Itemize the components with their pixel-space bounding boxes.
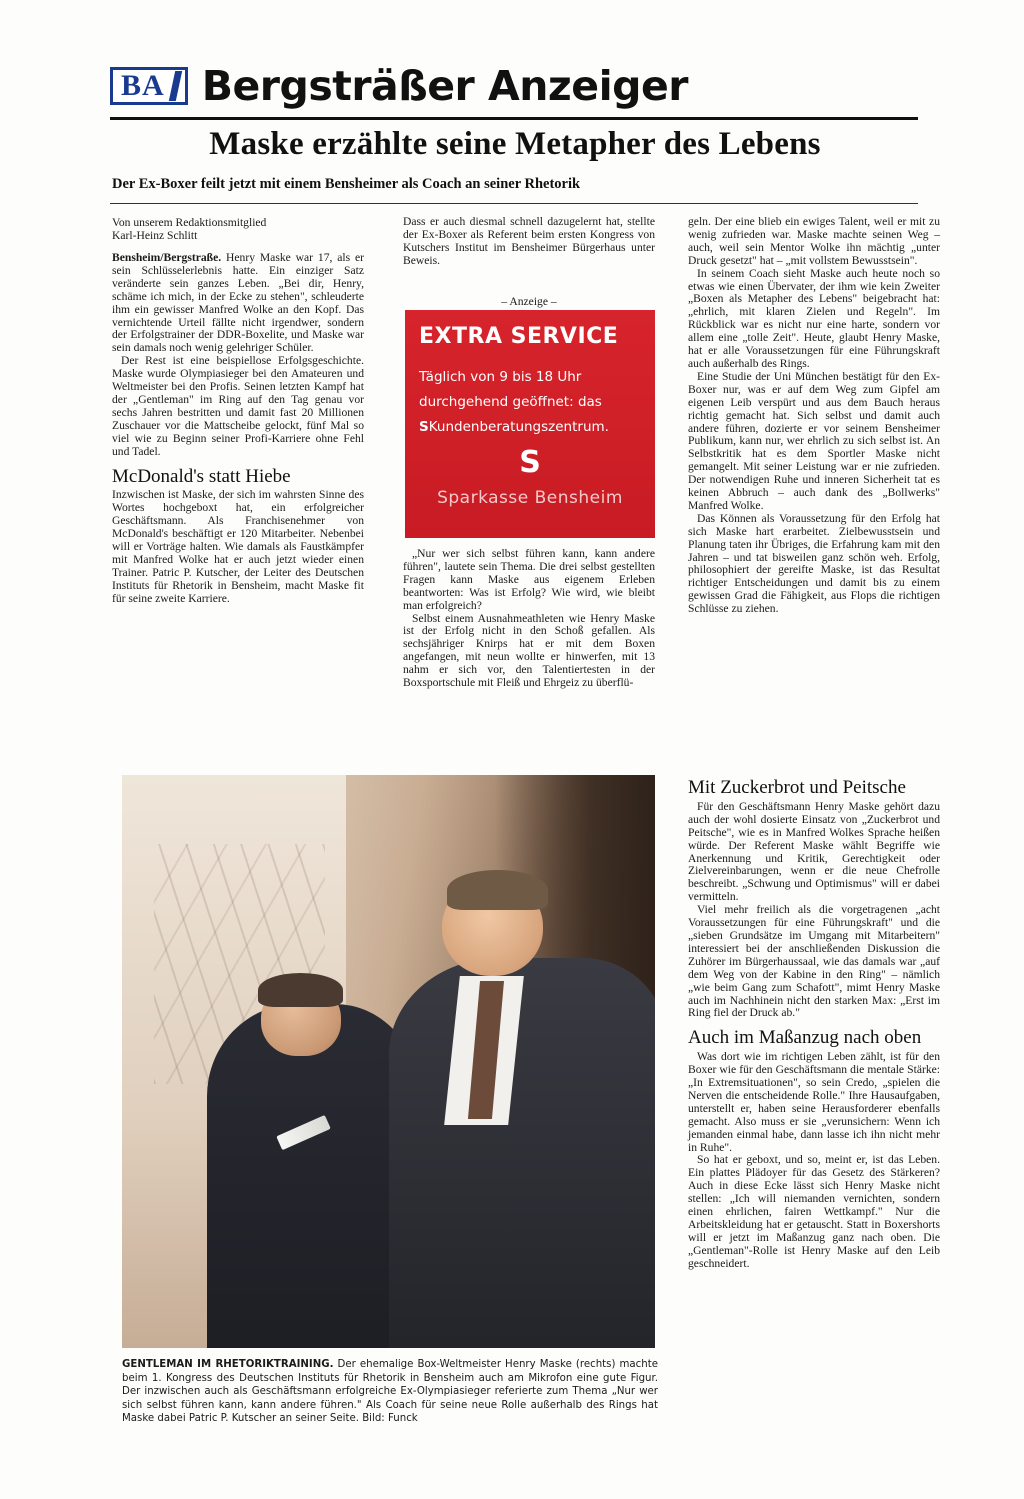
- photo-caption-lead: GENTLEMAN IM RHETORIKTRAINING.: [122, 1359, 334, 1370]
- headline-rule: [110, 203, 918, 204]
- ad-line-1: Täglich von 9 bis 18 Uhr: [419, 369, 582, 385]
- byline: [112, 216, 364, 242]
- paragraph-text: Henry Maske war 17, als er sein Schlüsselerlebnis hatte. Ein einziger Satz veränderte sein ganzes Leben. „Bei dir, Henry, schäme ich mich, in der Ecke zu stehen", schleuderte ihm ein gewisser Manfred Wolke an den Kopf. Das vernichtende Urteil fällte nicht irgendwer, sondern der Erfolgstrainer der DDR-Boxelite, und Maske war sein damals noch wenig gelehriger Schüler.: [112, 251, 364, 355]
- masthead-logo-text: BA: [121, 69, 165, 102]
- article-column-2-lower: [403, 548, 655, 690]
- photo-caption-text: Der ehemalige Box-Weltmeister Henry Maske (rechts) machte beim 1. Kongress des Deutschen Instituts für Rhetorik in Bensheim auch am Mikrofon eine gute Figur. Der inzwischen auch als Geschäftsmann erfolgreiche Ex-Olympiasieger referierte zum Thema „Nur wer sich selbst führen kann, kann andere führen." Als Coach für seine neue Rolle außerhalb des Rings hat Maske dabei Patric P. Kutscher an seiner Seite. Bild: Funck: [122, 1359, 658, 1425]
- section-heading-zuckerbrot: Mit Zuckerbrot und Peitsche: [688, 777, 906, 798]
- masthead-logo-bar: [168, 71, 181, 101]
- photo-person-right-hair: [447, 870, 548, 910]
- ad-s-glyph: S: [419, 419, 429, 435]
- paragraph: Das Können als Voraussetzung für den Erfolg hat sich Maske hart erarbeitet. Zielbewusstsein und Planung taten ihr Übriges, die Erfahrung kam mit den Jahren – und tat bisweilen ganz schön weh. Erfolg, philosophiert der gereifte Maske, ist das Resultat richtiger Entscheidungen und damit bis zu einem gewissen Grad die Fähigkeit, aus Flops die richtigen Schlüsse zu ziehen.: [688, 511, 940, 616]
- article-column-3-lower: [688, 770, 940, 1271]
- paragraph: Dass er auch diesmal schnell dazugelernt hat, stellte der Ex-Boxer als Referent beim ersten Kongress von Kutschers Institut im Bensheimer Bürgerhaus unter Beweis.: [403, 215, 655, 267]
- article-column-3: [688, 216, 940, 616]
- byline-line-2: Karl-Heinz Schlitt: [112, 229, 198, 242]
- ad-label: – Anzeige –: [501, 295, 557, 308]
- advertisement-sparkasse[interactable]: [405, 310, 655, 538]
- paragraph: Der Rest ist eine beispiellose Erfolgsgeschichte. Maske wurde Olympiasieger bei den Amateuren und Weltmeister bei den Profis. Seinen letzten Kampf hat der „Gentleman" im Ring auf den Tag genau vor sechs Jahren bestritten und damit fast 20 Millionen Zuschauer vor die Mattscheibe gelockt, fünf Mal so viel wie zu Beginn seiner Profi-Karriere ohne Fehl und Tadel.: [112, 354, 364, 458]
- paragraph: Für den Geschäftsmann Henry Maske gehört dazu auch der wohl dosierte Einsatz von „Zuckerbrot und Peitsche", wie es in Manfred Wolkes Sprache heißen würde. Der Referent Maske wählt Begriffe wie Anerkennung und Kritik, Gerechtigkeit oder Zielvereinbarungen, wenn er die neue Chefrolle beschreibt. „Schwung und Optimismus" will er dabei vermitteln.: [688, 799, 940, 904]
- paragraph: In seinem Coach sieht Maske auch heute noch so etwas wie einen Übervater, der ihm wie kein Zweiter „Boxen als Metapher des Lebens" beigebracht hat: „ehrlich, mit klaren Zielen und Regeln". Im Rückblick war es nicht nur eine harte, sondern vor allem eine „tolle Zeit". Heute, glaubt Henry Maske, hat er alle Voraussetzungen für eine Führungskraft auch außerhalb des Rings.: [688, 266, 940, 370]
- paragraph: So hat er geboxt, und so, meint er, ist das Leben. Ein plattes Plädoyer für das Gesetz des Stärkeren? Auch in diese Ecke lässt sich Henry Maske nicht stellen: „Ich will niemanden vernichten, sondern einen ehrlichen, fairen Wettkampf." Nur die Arbeitskleidung hat er getauscht. Statt in Boxershorts will er jetzt im Maßanzug ganz nach oben. Die „Gentleman"-Rolle ist Henry Maske auf den Leib geschneidert.: [688, 1153, 940, 1270]
- ad-brand: Sparkasse Bensheim: [437, 488, 623, 508]
- page-title: Maske erzählte seine Metapher des Lebens: [209, 126, 821, 162]
- masthead-title: Bergsträßer Anzeiger: [201, 61, 689, 110]
- masthead-logo: [110, 67, 188, 105]
- ad-headline: EXTRA SERVICE: [419, 324, 619, 349]
- paragraph: Eine Studie der Uni München bestätigt für den Ex-Boxer nur, was er auf dem Weg zum Gipfel am eigenen Leib verspürt und aus dem Bauch heraus richtig gemacht hat. Sich selbst und damit auch andere führen, dozierte er vor seinem Bensheimer Publikum, kann nur, wer ehrlich zu sich selbst ist. An Selbstkritik hat es dem Sportler Maske nicht gemangelt. Mit seiner Leistung war er nie zufrieden. Der notwendigen Ruhe und inneren Sicherheit tat es keinen Abbruch – auch dank des „Bollwerks" Manfred Wolke.: [688, 369, 940, 512]
- paragraph: Viel mehr freilich als die vorgetragenen „acht Voraussetzungen für eine Führungskraft" und die „sieben Grundsätze im Umgang mit Mitarbeitern" interessiert bei der anschließenden Diskussion die Zuhörer im Bürgerhaussaal, wie das damals war „auf dem Weg von der Kabine in den Ring" – nämlich „wie beim Gang zum Schafott", mimt Henry Maske auch im Nachhinein nicht den starken Max: „Erst im Ring fiel der Druck ab.": [688, 903, 940, 1020]
- paragraph: Selbst einem Ausnahmeathleten wie Henry Maske ist der Erfolg nicht in den Schoß gefallen. Als sechsjähriger Knirps hat er mit dem Boxen angefangen, mit neun wollte er hinwerfen, mit 13 nahm er sich vor, den Talentiertesten in der Boxsportschule mit Fleiß und Ehrgeiz zu überflü-: [403, 611, 655, 690]
- ad-line-3: [419, 415, 641, 440]
- photo-person-left-hair: [258, 973, 343, 1007]
- section-heading-massanzug: Auch im Maßanzug nach oben: [688, 1027, 922, 1049]
- paragraph: geln. Der eine blieb ein ewiges Talent, weil er mit zu wenig zufrieden war. Maske machte seinen Weg – auch, weil sein Mentor Wolke ihn mächtig „unter Druck gesetzt" hat – „mit vollstem Bewusstsein".: [688, 215, 940, 267]
- article-column-2: [403, 216, 655, 268]
- sparkasse-logo-icon: S: [519, 445, 541, 480]
- ad-line-3-text: Kundenberatungszentrum.: [428, 419, 609, 435]
- photo-person-right-body: [389, 958, 656, 1348]
- photo-caption: [122, 1358, 658, 1426]
- masthead-rule: [110, 117, 918, 120]
- byline-line-1: Von unserem Redaktionsmitglied: [112, 216, 267, 229]
- paragraph: Was dort wie im richtigen Leben zählt, ist für den Boxer wie für den Geschäftsmann die mentale Stärke: „In Extremsituationen", so sein Credo, „spielen die Nerven die entscheidende Rolle." Ihre Hausaufgaben, unterstellt er, haben seine Herausforderer ebenfalls gemacht. Also muss er sie „verunsichern: Wenn ich jemanden einmal habe, dann lasse ich ihn nicht mehr in Ruhe".: [688, 1050, 940, 1154]
- paragraph: „Nur wer sich selbst führen kann, kann andere führen", lautete sein Thema. Die drei selbst gestellten Fragen kann Maske aus eigenem Erleben beantworten: Was ist Erfolg? Wie wird, wie bleibt man erfolgreich?: [403, 547, 655, 612]
- article-column-1: [112, 216, 364, 606]
- article-subhead: Der Ex-Boxer feilt jetzt mit einem Bensheimer als Coach an seiner Rhetorik: [112, 176, 581, 192]
- ad-line-2: durchgehend geöffnet: das: [419, 394, 602, 410]
- paragraph: [112, 252, 364, 355]
- masthead: [110, 58, 920, 114]
- section-heading-mcdonalds: McDonald's statt Hiebe: [112, 465, 291, 487]
- dateline: Bensheim/Bergstraße.: [112, 251, 222, 264]
- article-photo: [122, 775, 655, 1348]
- paragraph: Inzwischen ist Maske, der sich im wahrsten Sinne des Wortes hochgeboxt hat, ein erfolgreicher Geschäftsmann. Als Franchisenehmer von McDonald's beschäftigt er 120 Mitarbeiter. Nebenbei will er Vorträge halten. Wie damals als Faustkämpfer mit Manfred Wolke hat er auch jetzt wieder einen Trainer. Patric P. Kutscher, der Leiter des Deutschen Instituts für Rhetorik in Bensheim, macht Maske fit für seine zweite Karriere.: [112, 488, 364, 605]
